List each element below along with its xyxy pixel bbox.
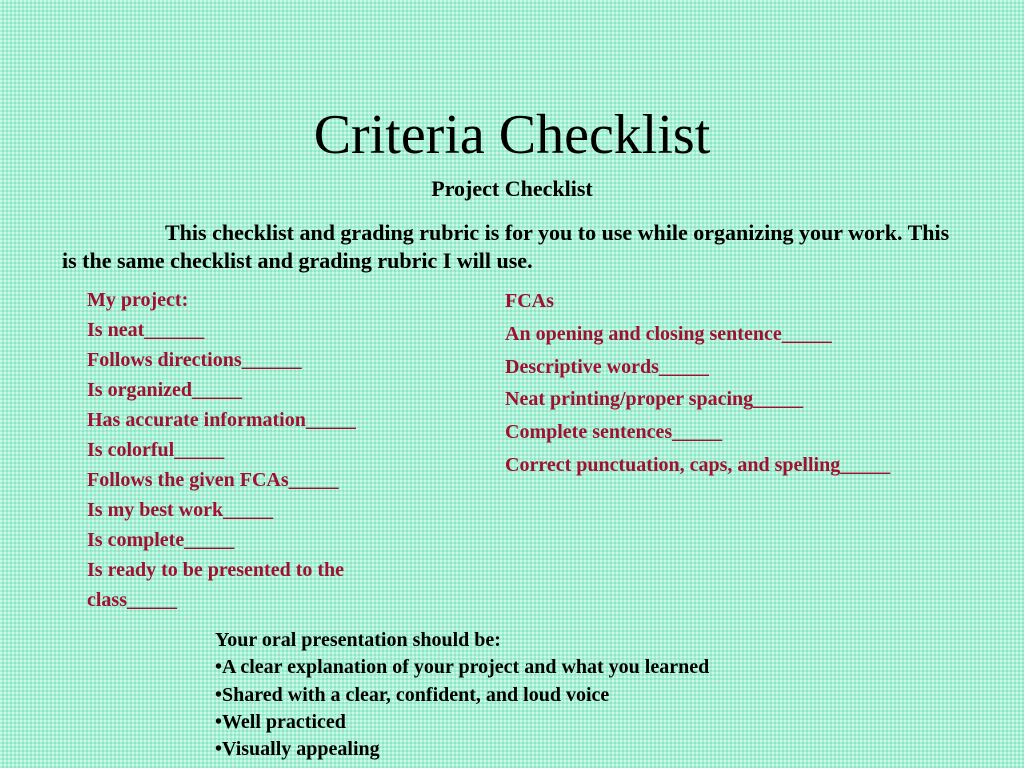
checklist-item: An opening and closing sentence_____ <box>505 322 832 345</box>
bullet-item-text: A clear explanation of your project and what you learned <box>222 656 710 679</box>
bullet-item-text: Visually appealing <box>222 738 380 761</box>
oral-presentation-heading: Your oral presentation should be: <box>215 629 501 651</box>
oral-presentation-section <box>215 627 915 763</box>
bullet-icon: • <box>215 683 223 706</box>
fcas-checklist-heading: FCAs <box>505 290 554 312</box>
checklist-item: Follows directions______ <box>87 349 302 371</box>
checklist-item: Neat printing/proper spacing_____ <box>505 388 804 411</box>
bullet-item-text: Well practiced <box>222 710 346 733</box>
page-title: Criteria Checklist <box>313 104 711 166</box>
intro-paragraph: This checklist and grading rubric is for you to use while organizing your work. This is the same checklist and grading rubric I will use. <box>62 220 950 273</box>
page-subtitle: Project Checklist <box>431 176 593 201</box>
checklist-item: Is my best work_____ <box>87 499 274 521</box>
checklist-item: Complete sentences_____ <box>505 421 723 444</box>
checklist-item: Is complete_____ <box>87 529 235 551</box>
bullet-item <box>215 682 915 709</box>
oral-presentation-list <box>215 654 915 763</box>
checklist-item: Has accurate information_____ <box>87 409 356 431</box>
bullet-icon: • <box>215 738 223 761</box>
bullet-icon: • <box>215 656 223 679</box>
bullet-item <box>215 709 915 736</box>
bullet-icon: • <box>215 710 223 733</box>
checklist-item: Is ready to be presented to the class_____ <box>87 559 345 611</box>
checklist-item: Is organized_____ <box>87 379 242 401</box>
fcas-checklist <box>505 285 905 482</box>
bullet-item <box>215 736 915 763</box>
bullet-item-text: Shared with a clear, confident, and loud voice <box>222 683 610 706</box>
bullet-item <box>215 654 915 681</box>
checklist-item: Follows the given FCAs_____ <box>87 469 339 491</box>
checklist-item: Descriptive words_____ <box>505 355 709 378</box>
project-checklist-heading: My project: <box>87 289 189 311</box>
checklist-item: Correct punctuation, caps, and spelling_____ <box>505 453 891 476</box>
project-checklist <box>87 285 407 615</box>
checklist-item: Is neat______ <box>87 319 205 341</box>
checklist-item: Is colorful_____ <box>87 439 225 461</box>
